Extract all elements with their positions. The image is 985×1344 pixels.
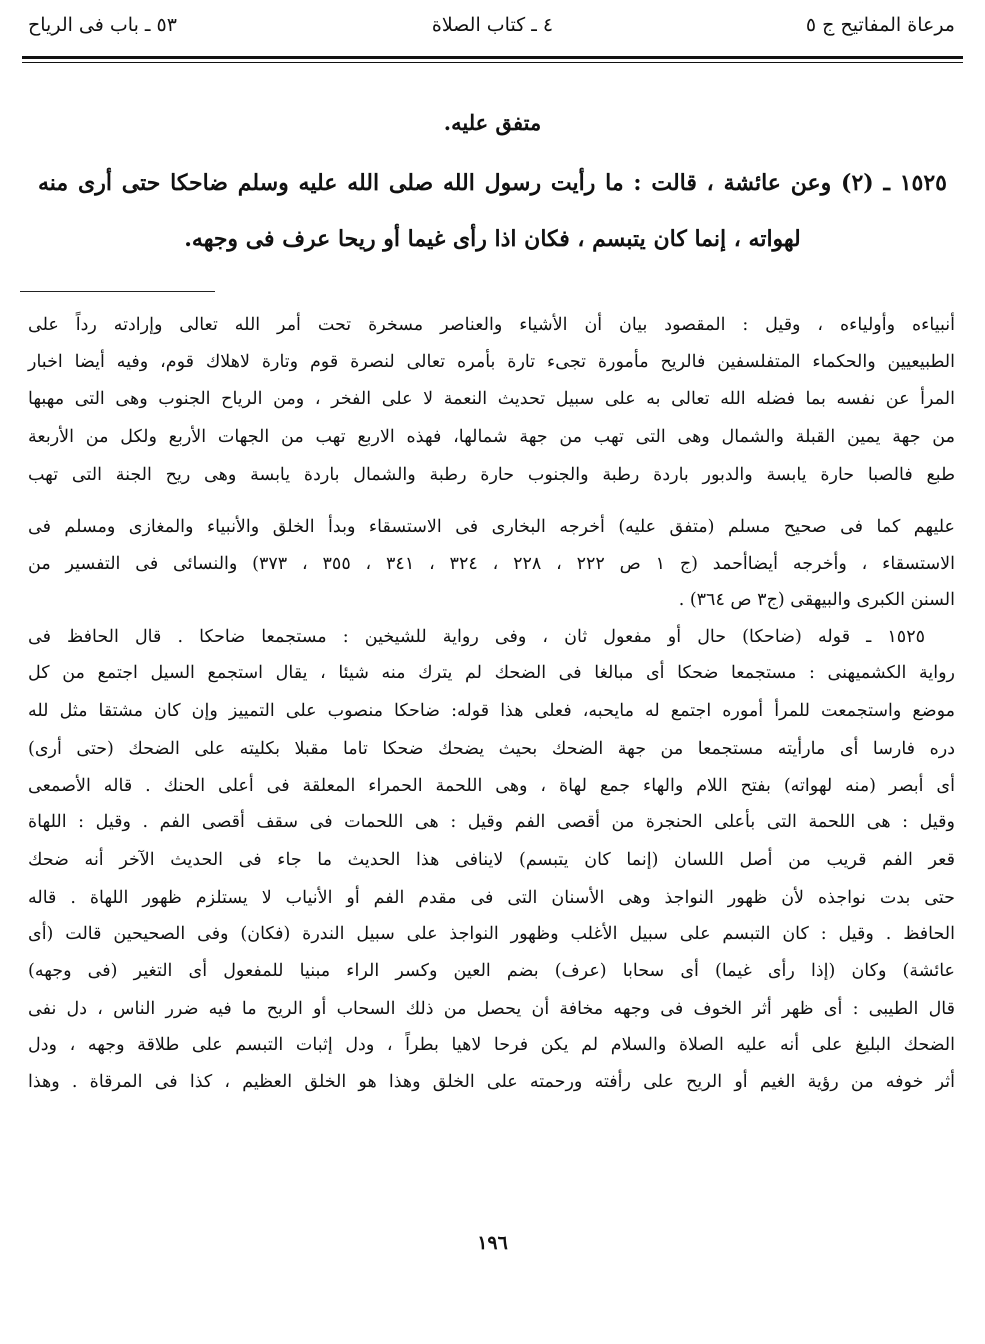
header-rule-thick	[22, 56, 963, 59]
commentary-line: الحافظ . وقيل : كان التبسم على سبيل الأغلب وظهور النواجذ على سبيل الندرة (فكان) وفى الصحيحين قالت (أى	[28, 924, 955, 944]
commentary-line: طبع فالصبا حارة يابسة والدبور باردة رطبة والجنوب حارة رطبة والشمال باردة يابسة وهى ريح الجنة التى تهب	[28, 465, 955, 485]
commentary-line: من جهة يمين القبلة والشمال وهى التى تهب من جهة شمالها، فهذه الاربع تهب من الجهات الأربع ولكل من الأربعة	[28, 427, 956, 447]
running-header-section: ٥٣ ـ باب فى الرياح	[28, 14, 177, 36]
commentary-line: عائشة) وكان (إذا رأى غيما) أى سحابا (عرف) بضم العين وكسر الراء مبنيا للمفعول أى التغير (فى وجهه)	[28, 961, 955, 981]
commentary-line: رواية الكشميهنى : مستجمعا ضحكا أى مبالغا فى الضحك لم يترك منه شيئا ، يقال استجمع السيل اجتمع من كل	[28, 663, 955, 683]
commentary-line: حتى بدت نواجذه لأن ظهور النواجذ وهى الأسنان التى فى مقدم الفم أو الأنياب لا يستلزم ظهور اللهاة . قاله	[28, 888, 955, 908]
commentary-line: المرأ عن نفسه بما فضله الله تعالى به على سبيل تحديث النعمة لا على الفخر ، ومن الرياح الجنوب وهى التى مهبها	[28, 389, 955, 409]
hadith-line: لهواته ، إنما كان يتبسم ، فكان اذا رأى غيما أو ريحا عرف فى وجهه.	[184, 226, 801, 252]
commentary-line: وقيل : هى اللحمة التى بأعلى الحنجرة من أقصى الفم وقيل : هى اللحمات فى سقف أقصى الفم . وقيل : اللهاة	[28, 812, 955, 832]
running-header-chapter: ٤ ـ كتاب الصلاة	[431, 14, 554, 36]
commentary-line: دره فارسا أى مارأيته مستجمعا من جهة الضحك بحيث يضحك ضحكا تاما مقبلا بكليته على الضحك (حتى أرى)	[28, 739, 955, 759]
commentary-line: أنبياءه وأولياءه ، وقيل : المقصود بيان أن الأشياء والعناصر مسخرة تحت أمر الله تعالى وإرادته رداً على	[28, 315, 955, 335]
commentary-line: الطبيعيين والحكماء المتفلسفين فالريح مأمورة تجىء تارة بأمره تعالى لنصرة قوم وتارة لاهلاك قوم، وفيه أيضا اخبار	[28, 352, 955, 372]
running-header-book: مرعاة المفاتيح ج ٥	[805, 14, 955, 36]
commentary-line: ١٥٢٥ ـ قوله (ضاحكا) حال أو مفعول ثان ، وفى رواية للشيخين : مستجمعا ضاحكا . قال الحافظ فى	[28, 627, 925, 647]
commentary-line: أثر خوفه من رؤية الغيم أو الريح على رأفته ورحمته على الخلق وهذا هو الخلق العظيم ، كذا فى المرقاة . وهذا	[28, 1072, 955, 1092]
commentary-line: موضع واستجمعت للمرأ أموره اجتمع له مايحبه، فعلى هذا قوله: ضاحكا منصوب على التمييز وإن كان مشتقا مثل لله	[28, 701, 955, 721]
muttafaq-alayh: متفق عليه.	[443, 110, 542, 135]
footnote-separator	[20, 291, 215, 292]
commentary-line: الضحك البليغ على أنه عليه الصلاة والسلام لم يكن فرحا لاهيا بطراً ، ودل إثبات التبسم على طلاقة وجهه ، ودل	[28, 1035, 955, 1055]
commentary-line: قعر الفم قريب من أصل اللسان (إنما كان يتبسم) لاينافى هذا الحديث ما جاء فى الحديث الآخر أنه ضحك	[28, 850, 955, 870]
commentary-line: قال الطيبى : أى ظهر أثر الخوف فى وجهه مخافة أن يحصل من ذلك السحاب أو الريح ما فيه ضرر الناس ، دل نفى	[28, 999, 955, 1019]
page-number: ١٩٦	[477, 1232, 508, 1254]
commentary-line: أى أبصر (منه لهواته) بفتح اللام والهاء جمع لهاة ، وهى اللحمة الحمراء المعلقة فى أعلى الحنك . قاله الأصمعى	[28, 776, 955, 796]
header-rule-thin	[22, 62, 963, 63]
commentary-line: الاستسقاء ، وأخرجه أيضاأحمد (ج ١ ص ٢٢٢ ، ٢٢٨ ، ٣٢٤ ، ٣٤١ ، ٣٥٥ ، ٣٧٣) والنسائى فى التفسير من	[28, 554, 955, 574]
commentary-line: عليهم كما فى صحيح مسلم (متفق عليه) أخرجه البخارى فى الاستسقاء وبدأ الخلق والأنبياء والمغازى ومسلم فى	[28, 517, 955, 537]
commentary-line: السنن الكبرى والبيهقى (ج٣ ص ٣٦٤) .	[678, 590, 955, 610]
hadith-line: ١٥٢٥ ـ (٢) وعن عائشة ، قالت : ما رأيت رسول الله صلى الله عليه وسلم ضاحكا حتى أرى منه	[38, 170, 947, 196]
